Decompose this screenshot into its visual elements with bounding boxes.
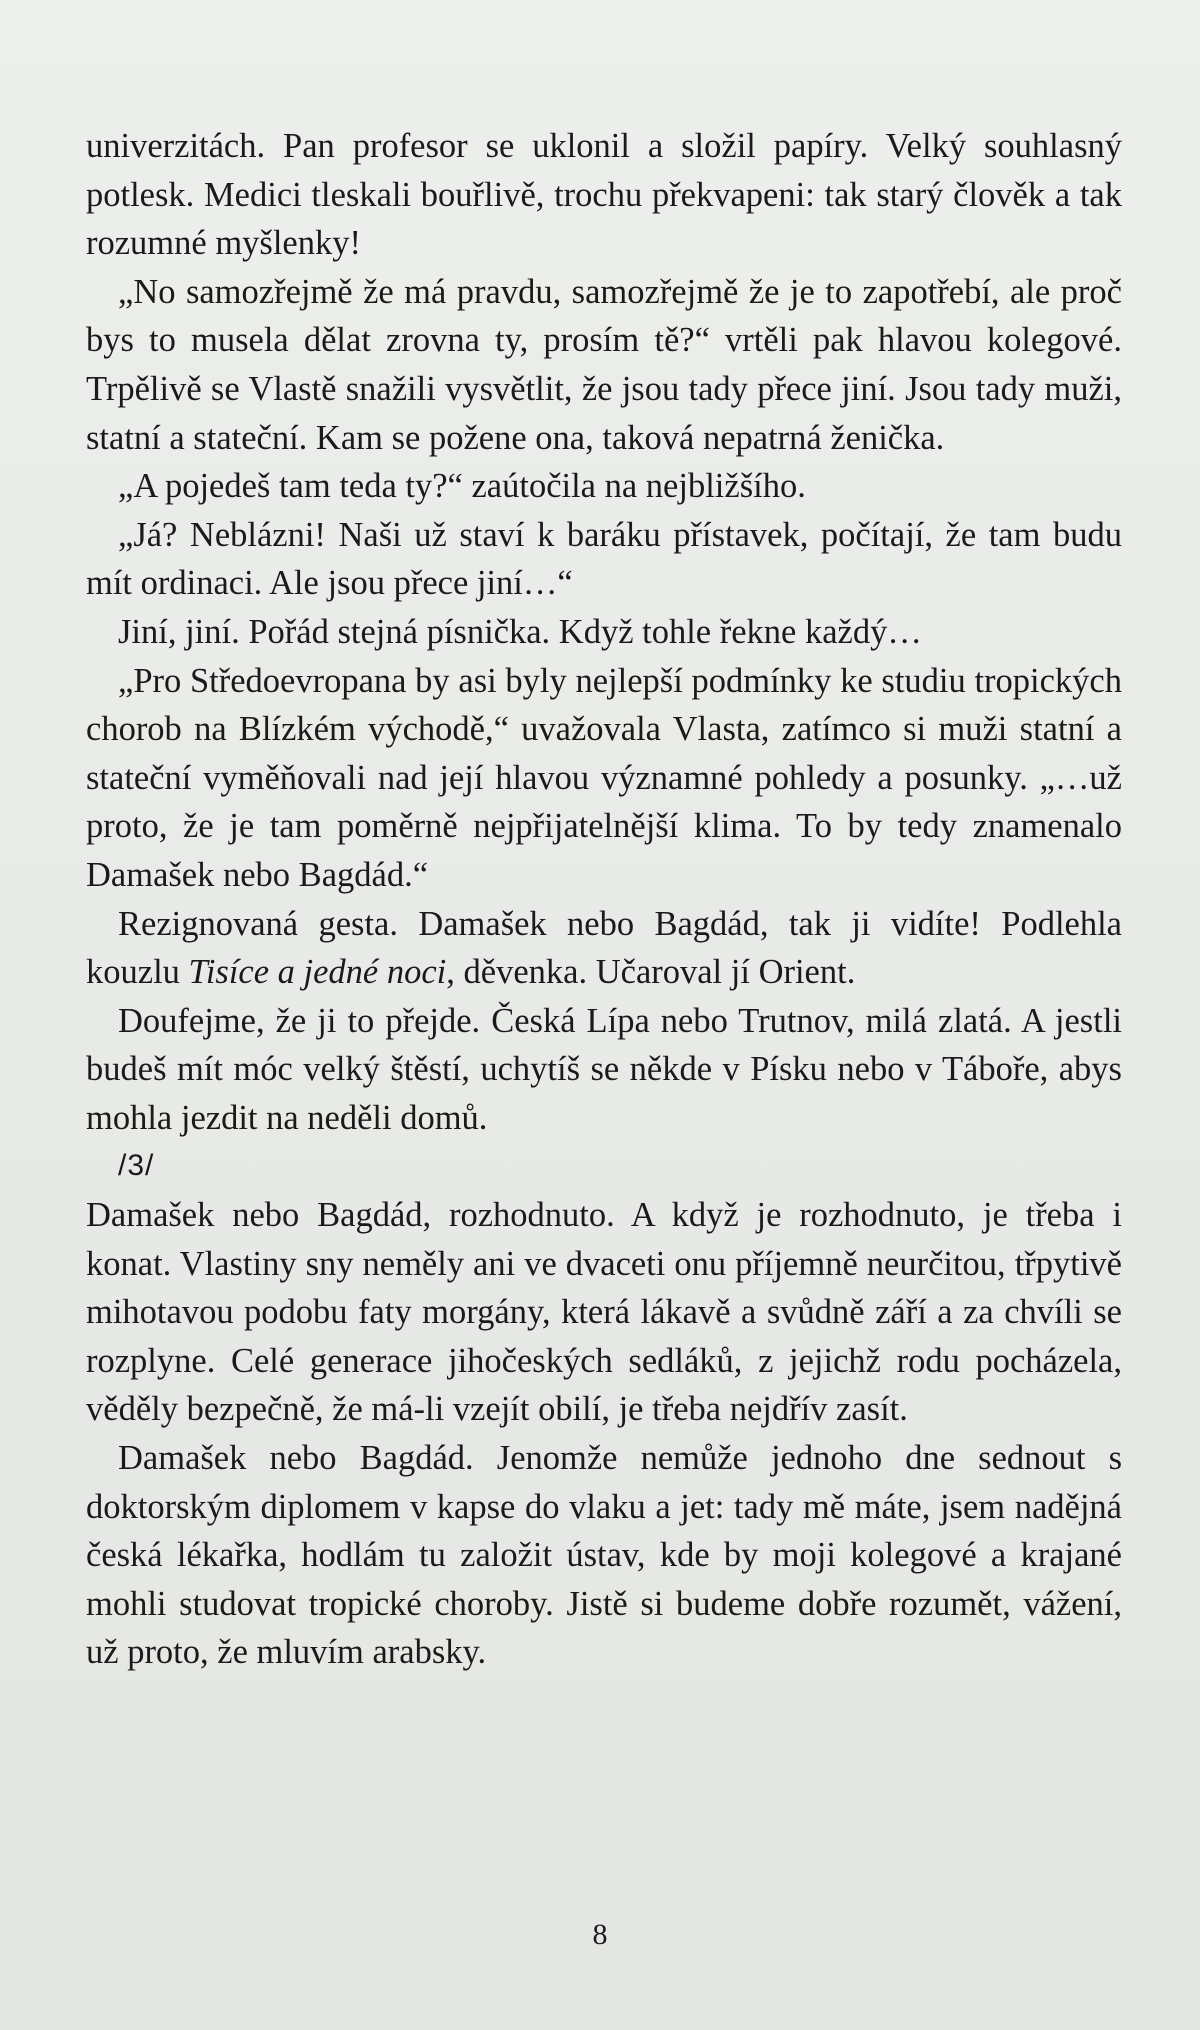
paragraph-decided: Damašek nebo Bagdád, rozhodnuto. A když je rozhodnuto, je třeba i konat. Vlastiny sny neměly ani ve dvaceti onu příjemně neurčitou, třpytivě mihotavou podobu faty morgány, která lákavě a svůdně září a za chvíli se rozplyne. Celé generace jihočeských sedláků, z jejichž rodu pocházela, věděly bezpečně, že má-li vzejít obilí, je třeba nejdřív zasít.: [86, 1196, 1122, 1429]
orient-before: Rezignovaná gesta. Damašek nebo Bagdád, tak ji vidíte! Podlehla kouzlu: [86, 904, 1122, 992]
paragraph-answer: „Já? Neblázni! Naši už staví k baráku přístavek, počítají, že tam budu mít ordinaci. Ale jsou přece jiní…“: [86, 515, 1122, 603]
paragraph-hope: Doufejme, že ji to přejde. Česká Lípa nebo Trutnov, milá zlatá. A jestli budeš mít móc velký štěstí, uchytíš se někde v Písku nebo v Táboře, abys mohla jezdit na neděli domů.: [86, 1001, 1122, 1137]
orient-after: , děvenka. Učaroval jí Orient.: [446, 953, 856, 992]
book-title-italic: Tisíce a jedné noci: [188, 953, 447, 992]
paragraph-question: „A pojedeš tam teda ty?“ zaútočila na nejbližšího.: [118, 467, 806, 506]
body-text: [86, 122, 1122, 1677]
paragraph-song: Jiní, jiní. Pořád stejná písnička. Když tohle řekne každý…: [118, 612, 922, 651]
paragraph-colleagues: „No samozřejmě že má pravdu, samozřejmě že je to zapotřebí, ale proč bys to musela dělat zrovna ty, prosím tě?“ vrtěli pak hlavou kolegové. Trpělivě se Vlastě snažili vysvětlit, že jsou tady přece jiní. Jsou tady muži, statní a stateční. Kam se požene ona, taková nepatrná ženička.: [86, 272, 1122, 457]
paragraph-orient: [86, 900, 1122, 997]
paragraph-central-european: „Pro Středoevropana by asi byly nejlepší podmínky ke studiu tropických chorob na Blízkém východě,“ uvažovala Vlasta, zatímco si muži statní a stateční vyměňovali nad její hlavou významné pohledy a posunky. „…už proto, že je tam poměrně nejpřijatelnější klima. To by tedy znamenalo Damašek nebo Bagdád.“: [86, 661, 1122, 894]
paragraph-professor: univerzitách. Pan profesor se uklonil a složil papíry. Velký souhlasný potlesk. Medici tleskali bouřlivě, trochu překvapeni: tak starý člověk a tak rozumné myšlenky!: [86, 127, 1122, 263]
page-number: 8: [592, 1918, 608, 1951]
paragraph-diploma: Damašek nebo Bagdád. Jenomže nemůže jednoho dne sednout s doktorským diplomem v kapse do vlaku a jet: tady mě máte, jsem nadějná česká lékařka, hodlám tu založit ústav, kde by moji kolegové a krajané mohli studovat tropické choroby. Jistě si budeme dobře rozumět, vážení, už proto, že mluvím arabsky.: [86, 1439, 1122, 1672]
section-marker: /3/: [118, 1149, 155, 1183]
